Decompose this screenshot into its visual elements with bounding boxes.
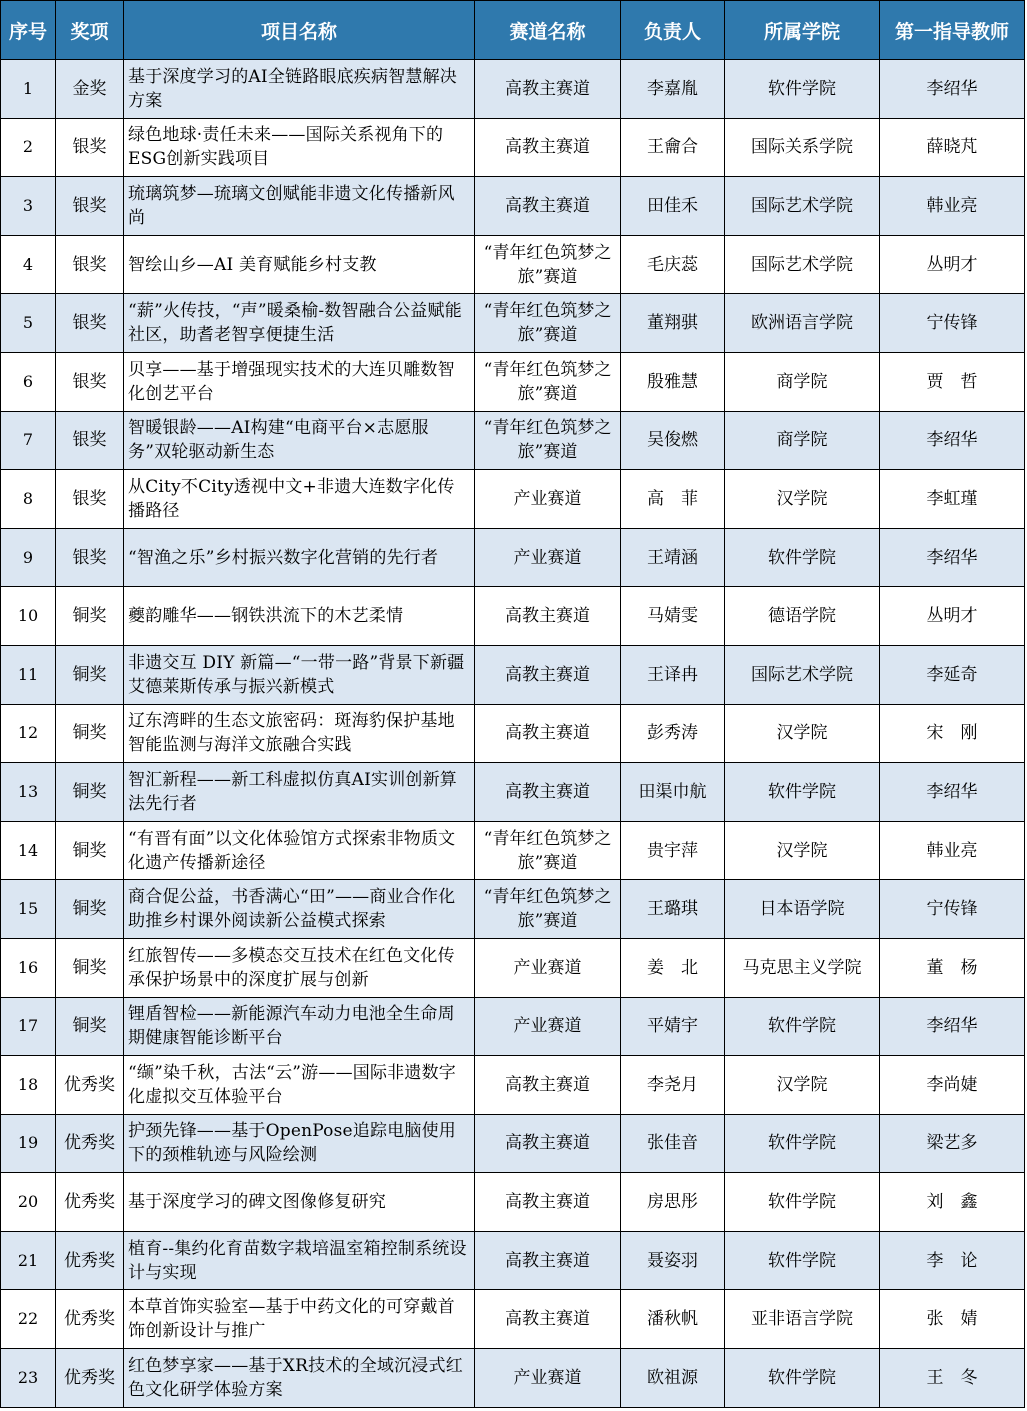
cell-award: 铜奖: [56, 997, 124, 1056]
cell-no: 6: [1, 352, 56, 411]
cell-award: 优秀奖: [56, 1056, 124, 1115]
table-row: [1, 60, 1025, 119]
cell-award: 银奖: [56, 352, 124, 411]
table-row: [1, 118, 1025, 177]
cell-teacher: 董 杨: [880, 938, 1025, 997]
cell-award: 银奖: [56, 118, 124, 177]
cell-award: 优秀奖: [56, 1290, 124, 1349]
cell-project: 基于深度学习的AI全链路眼底疾病智慧解决方案: [124, 60, 475, 119]
cell-award: 铜奖: [56, 821, 124, 880]
cell-college: 软件学院: [725, 1231, 880, 1290]
cell-no: 5: [1, 294, 56, 353]
cell-teacher: 韩业亮: [880, 177, 1025, 236]
cell-no: 14: [1, 821, 56, 880]
header-award: 奖项: [56, 1, 124, 60]
cell-track: 产业赛道: [475, 1349, 621, 1408]
cell-track: “青年红色筑梦之旅”赛道: [475, 411, 621, 470]
cell-college: 商学院: [725, 411, 880, 470]
cell-college: 德语学院: [725, 587, 880, 646]
cell-award: 铜奖: [56, 880, 124, 939]
cell-project: 智绘山乡—AI 美育赋能乡村支教: [124, 235, 475, 294]
cell-teacher: 李绍华: [880, 411, 1025, 470]
cell-teacher: 张 婧: [880, 1290, 1025, 1349]
cell-award: 银奖: [56, 470, 124, 529]
cell-college: 汉学院: [725, 1056, 880, 1115]
cell-teacher: 李延奇: [880, 645, 1025, 704]
cell-teacher: 丛明才: [880, 235, 1025, 294]
cell-college: 软件学院: [725, 60, 880, 119]
cell-no: 15: [1, 880, 56, 939]
cell-award: 银奖: [56, 411, 124, 470]
cell-track: 产业赛道: [475, 470, 621, 529]
header-college: 所属学院: [725, 1, 880, 60]
table-row: [1, 470, 1025, 529]
cell-leader: 李尧月: [621, 1056, 725, 1115]
table-header-row: [1, 1, 1025, 60]
cell-project: “缬”染千秋，古法“云”游——国际非遗数字化虚拟交互体验平台: [124, 1056, 475, 1115]
cell-no: 7: [1, 411, 56, 470]
cell-college: 国际艺术学院: [725, 235, 880, 294]
cell-teacher: 刘 鑫: [880, 1173, 1025, 1232]
cell-project: 基于深度学习的碑文图像修复研究: [124, 1173, 475, 1232]
cell-leader: 田渠巾航: [621, 763, 725, 822]
cell-track: 高教主赛道: [475, 587, 621, 646]
cell-college: 欧洲语言学院: [725, 294, 880, 353]
cell-leader: 吴俊燃: [621, 411, 725, 470]
table-row: [1, 704, 1025, 763]
cell-leader: 王译冉: [621, 645, 725, 704]
table-row: [1, 1349, 1025, 1408]
cell-college: 软件学院: [725, 997, 880, 1056]
cell-award: 银奖: [56, 235, 124, 294]
cell-leader: 贵宇萍: [621, 821, 725, 880]
cell-no: 10: [1, 587, 56, 646]
cell-leader: 姜 北: [621, 938, 725, 997]
cell-track: “青年红色筑梦之旅”赛道: [475, 352, 621, 411]
cell-leader: 王龠合: [621, 118, 725, 177]
cell-college: 马克思主义学院: [725, 938, 880, 997]
cell-college: 商学院: [725, 352, 880, 411]
cell-project: “薪”火传技，“声”暖桑榆-数智融合公益赋能社区，助耆老智享便捷生活: [124, 294, 475, 353]
cell-award: 银奖: [56, 528, 124, 587]
cell-teacher: 丛明才: [880, 587, 1025, 646]
header-track: 赛道名称: [475, 1, 621, 60]
cell-project: 智汇新程——新工科虚拟仿真AI实训创新算法先行者: [124, 763, 475, 822]
table-body: [1, 60, 1025, 1408]
cell-track: 高教主赛道: [475, 1231, 621, 1290]
table-row: [1, 411, 1025, 470]
cell-project: 辽东湾畔的生态文旅密码：斑海豹保护基地智能监测与海洋文旅融合实践: [124, 704, 475, 763]
cell-leader: 彭秀涛: [621, 704, 725, 763]
table-row: [1, 1173, 1025, 1232]
cell-teacher: 宋 刚: [880, 704, 1025, 763]
cell-no: 13: [1, 763, 56, 822]
cell-teacher: 韩业亮: [880, 821, 1025, 880]
cell-college: 亚非语言学院: [725, 1290, 880, 1349]
cell-award: 铜奖: [56, 645, 124, 704]
cell-project: 商合促公益，书香满心“田”——商业合作化助推乡村课外阅读新公益模式探索: [124, 880, 475, 939]
cell-teacher: 李虹瑾: [880, 470, 1025, 529]
cell-track: 高教主赛道: [475, 1056, 621, 1115]
cell-track: 高教主赛道: [475, 60, 621, 119]
cell-project: “有晋有面”以文化体验馆方式探索非物质文化遗产传播新途径: [124, 821, 475, 880]
cell-no: 4: [1, 235, 56, 294]
cell-leader: 高 菲: [621, 470, 725, 529]
cell-track: 高教主赛道: [475, 704, 621, 763]
cell-college: 汉学院: [725, 704, 880, 763]
cell-teacher: 王 冬: [880, 1349, 1025, 1408]
cell-track: “青年红色筑梦之旅”赛道: [475, 294, 621, 353]
cell-track: 高教主赛道: [475, 118, 621, 177]
cell-teacher: 贾 哲: [880, 352, 1025, 411]
header-no: 序号: [1, 1, 56, 60]
cell-leader: 田佳禾: [621, 177, 725, 236]
cell-teacher: 李 论: [880, 1231, 1025, 1290]
cell-college: 日本语学院: [725, 880, 880, 939]
cell-no: 1: [1, 60, 56, 119]
table-row: [1, 294, 1025, 353]
cell-track: 高教主赛道: [475, 645, 621, 704]
cell-college: 软件学院: [725, 1349, 880, 1408]
table-row: [1, 1114, 1025, 1173]
cell-no: 18: [1, 1056, 56, 1115]
cell-leader: 平婧宇: [621, 997, 725, 1056]
table-row: [1, 938, 1025, 997]
cell-track: 高教主赛道: [475, 763, 621, 822]
cell-no: 17: [1, 997, 56, 1056]
header-teacher: 第一指导教师: [880, 1, 1025, 60]
cell-college: 国际关系学院: [725, 118, 880, 177]
table-row: [1, 587, 1025, 646]
cell-college: 软件学院: [725, 763, 880, 822]
table-row: [1, 235, 1025, 294]
cell-track: “青年红色筑梦之旅”赛道: [475, 880, 621, 939]
cell-award: 优秀奖: [56, 1349, 124, 1408]
header-leader: 负责人: [621, 1, 725, 60]
cell-award: 银奖: [56, 177, 124, 236]
cell-award: 铜奖: [56, 938, 124, 997]
cell-teacher: 李尚婕: [880, 1056, 1025, 1115]
cell-no: 11: [1, 645, 56, 704]
table-row: [1, 880, 1025, 939]
table-row: [1, 1056, 1025, 1115]
cell-track: 高教主赛道: [475, 1114, 621, 1173]
cell-teacher: 李绍华: [880, 997, 1025, 1056]
cell-college: 国际艺术学院: [725, 177, 880, 236]
cell-award: 铜奖: [56, 704, 124, 763]
cell-track: “青年红色筑梦之旅”赛道: [475, 235, 621, 294]
cell-track: 高教主赛道: [475, 1290, 621, 1349]
cell-leader: 王靖涵: [621, 528, 725, 587]
cell-leader: 房思彤: [621, 1173, 725, 1232]
cell-no: 9: [1, 528, 56, 587]
header-project: 项目名称: [124, 1, 475, 60]
cell-award: 金奖: [56, 60, 124, 119]
cell-project: 锂盾智检——新能源汽车动力电池全生命周期健康智能诊断平台: [124, 997, 475, 1056]
table-row: [1, 821, 1025, 880]
cell-project: “智渔之乐”乡村振兴数字化营销的先行者: [124, 528, 475, 587]
cell-college: 软件学院: [725, 1114, 880, 1173]
cell-project: 护颈先锋——基于OpenPose追踪电脑使用下的颈椎轨迹与风险绘测: [124, 1114, 475, 1173]
cell-leader: 李嘉胤: [621, 60, 725, 119]
cell-no: 2: [1, 118, 56, 177]
cell-award: 铜奖: [56, 763, 124, 822]
cell-award: 优秀奖: [56, 1173, 124, 1232]
cell-no: 3: [1, 177, 56, 236]
cell-teacher: 李绍华: [880, 528, 1025, 587]
cell-teacher: 宁传锋: [880, 294, 1025, 353]
cell-leader: 聂姿羽: [621, 1231, 725, 1290]
cell-college: 汉学院: [725, 821, 880, 880]
cell-track: 高教主赛道: [475, 1173, 621, 1232]
cell-track: “青年红色筑梦之旅”赛道: [475, 821, 621, 880]
cell-award: 优秀奖: [56, 1114, 124, 1173]
cell-teacher: 李绍华: [880, 763, 1025, 822]
table-row: [1, 997, 1025, 1056]
cell-project: 琉璃筑梦—琉璃文创赋能非遗文化传播新风尚: [124, 177, 475, 236]
cell-project: 贝享——基于增强现实技术的大连贝雕数智化创艺平台: [124, 352, 475, 411]
cell-teacher: 薛晓芃: [880, 118, 1025, 177]
cell-leader: 毛庆蕊: [621, 235, 725, 294]
cell-project: 非遗交互 DIY 新篇—“一带一路”背景下新疆艾德莱斯传承与振兴新模式: [124, 645, 475, 704]
cell-project: 夔韵雕华——钢铁洪流下的木艺柔情: [124, 587, 475, 646]
table-row: [1, 1231, 1025, 1290]
cell-project: 绿色地球·责任未来——国际关系视角下的ESG创新实践项目: [124, 118, 475, 177]
cell-project: 植育--集约化育苗数字栽培温室箱控制系统设计与实现: [124, 1231, 475, 1290]
cell-award: 优秀奖: [56, 1231, 124, 1290]
cell-teacher: 李绍华: [880, 60, 1025, 119]
cell-track: 产业赛道: [475, 528, 621, 587]
cell-award: 银奖: [56, 294, 124, 353]
cell-award: 铜奖: [56, 587, 124, 646]
cell-college: 软件学院: [725, 1173, 880, 1232]
cell-no: 21: [1, 1231, 56, 1290]
cell-no: 8: [1, 470, 56, 529]
table-row: [1, 528, 1025, 587]
cell-leader: 王璐琪: [621, 880, 725, 939]
cell-leader: 殷雅慧: [621, 352, 725, 411]
cell-leader: 潘秋帆: [621, 1290, 725, 1349]
cell-no: 16: [1, 938, 56, 997]
cell-track: 产业赛道: [475, 997, 621, 1056]
table-row: [1, 352, 1025, 411]
cell-college: 汉学院: [725, 470, 880, 529]
cell-no: 23: [1, 1349, 56, 1408]
cell-no: 12: [1, 704, 56, 763]
cell-no: 19: [1, 1114, 56, 1173]
cell-college: 软件学院: [725, 528, 880, 587]
table-row: [1, 763, 1025, 822]
cell-no: 22: [1, 1290, 56, 1349]
cell-project: 智暖银龄——AI构建“电商平台×志愿服务”双轮驱动新生态: [124, 411, 475, 470]
cell-leader: 董翔骐: [621, 294, 725, 353]
cell-project: 红旅智传——多模态交互技术在红色文化传承保护场景中的深度扩展与创新: [124, 938, 475, 997]
table-row: [1, 177, 1025, 236]
cell-project: 从City不City透视中文+非遗大连数字化传播路径: [124, 470, 475, 529]
cell-leader: 欧祖源: [621, 1349, 725, 1408]
cell-leader: 马婧雯: [621, 587, 725, 646]
table-row: [1, 645, 1025, 704]
cell-no: 20: [1, 1173, 56, 1232]
cell-teacher: 宁传锋: [880, 880, 1025, 939]
cell-teacher: 梁艺多: [880, 1114, 1025, 1173]
cell-leader: 张佳音: [621, 1114, 725, 1173]
cell-track: 产业赛道: [475, 938, 621, 997]
cell-project: 红色梦享家——基于XR技术的全域沉浸式红色文化研学体验方案: [124, 1349, 475, 1408]
cell-track: 高教主赛道: [475, 177, 621, 236]
cell-project: 本草首饰实验室—基于中药文化的可穿戴首饰创新设计与推广: [124, 1290, 475, 1349]
cell-college: 国际艺术学院: [725, 645, 880, 704]
table-row: [1, 1290, 1025, 1349]
